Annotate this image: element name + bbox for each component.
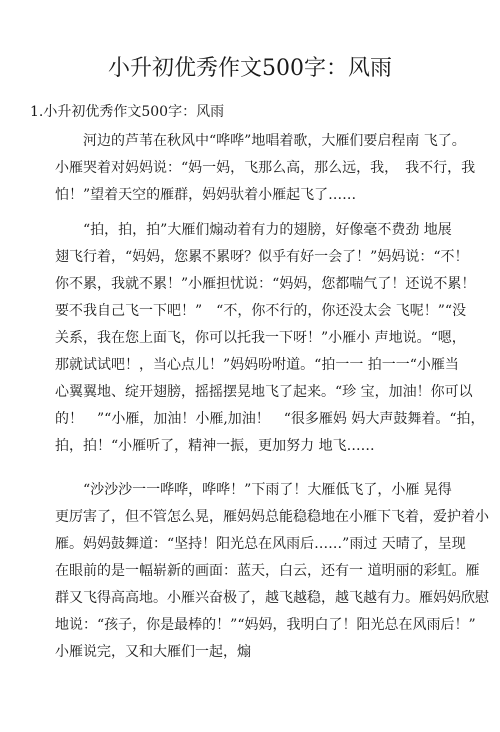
paragraph-line: 更厉害了，但不管怎么晃，雁妈妈总能稳稳地在小雁下飞着，爱护着小 (55, 509, 489, 525)
paragraph-line: 怕！”望着天空的雁群，妈妈驮着小雁起飞了…… (55, 187, 357, 203)
paragraph-line: 那就试试吧！，当心点儿！”妈妈吩咐道。“拍一一 拍一一“小雁当 (55, 357, 459, 373)
paragraph-line: 的！ ”“小雁，加油！小雁,加油！ “很多雁妈 妈大声鼓舞着。“拍， (55, 411, 485, 427)
paragraph-line: 翅飞行着，“妈妈，您累不累呀？似乎有好一会了！”妈妈说：“不！ (55, 249, 469, 265)
paragraph-line: 在眼前的是一幅崭新的画面：蓝天，白云，还有一 道明丽的彩虹。雁 (55, 563, 480, 579)
paragraph-line: 河边的芦苇在秋风中“哗哗”地唱着歌，大雁们要启程南 飞了。 (55, 133, 466, 149)
section-heading: 1.小升初优秀作文500字：风雨 (30, 104, 225, 120)
paragraph-3 (55, 477, 489, 666)
paragraph-line: “沙沙沙一一哗哗，哗哗！”下雨了！大雁低飞了，小雁 晃得 (55, 482, 452, 498)
document-title: 小升初优秀作文500字：风雨 (108, 56, 392, 81)
paragraph-line: 心翼翼地、绽开翅膀，摇摇摆晃地飞了起来。“珍 宝，加油！你可以 (55, 384, 473, 400)
paragraph-line: 小雁说完，又和大雁们一起，煽 (55, 644, 251, 660)
paragraph-line: 你不累，我就不累！”小雁担忧说：“妈妈，您都喘气了！还说不累！ (55, 276, 476, 292)
paragraph-line: “拍，拍，拍”大雁们煽动着有力的翅膀，好像毫不费劲 地展 (55, 222, 452, 238)
paragraph-line: 关系，我在您上面飞，你可以托我一下呀！”小雁小 声地说。“嗯， (55, 330, 466, 346)
paragraph-line: 群又飞得高高地。小雁兴奋极了，越飞越稳，越飞越有力。雁妈妈欣慰 (55, 590, 489, 606)
paragraph-2 (55, 217, 485, 460)
paragraph-line: 小雁哭着对妈妈说：“妈一妈，飞那么高，那么远，我， 我不行，我 (55, 160, 476, 176)
paragraph-line: 地说：“孩子，你是最棒的！”“妈妈，我明白了！阳光总在风雨后！” (55, 617, 476, 633)
paragraph-1 (55, 128, 476, 209)
paragraph-line: 要不我自己飞一下吧！” “不，你不行的，你还没太会 飞呢！”“没 (55, 303, 467, 319)
paragraph-line: 拍，拍！“小雁听了，精神一振，更加努力 地飞…… (55, 438, 375, 454)
paragraph-line: 雁。妈妈鼓舞道：“坚持！阳光总在风雨后……”雨过 天晴了，呈现 (55, 536, 466, 552)
